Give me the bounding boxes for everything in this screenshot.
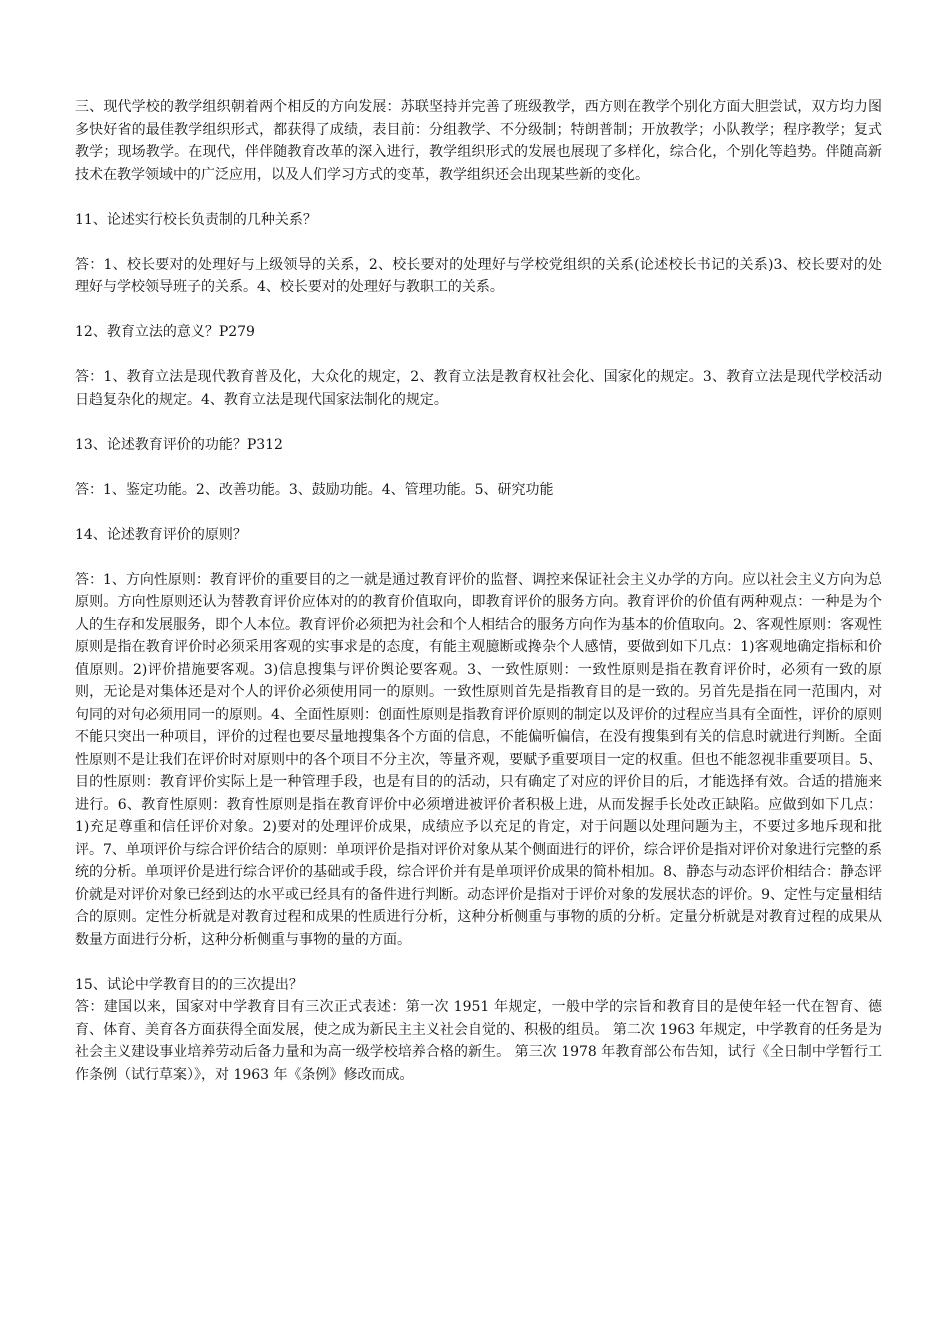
answer-11: 答：1、校长要对的处理好与上级领导的关系，2、校长要对的处理好与学校党组织的关系(论述校长书记的关系)3、校长要对的处理好与学校领导班子的关系。4、校长要对的处理好与教职工的关系。	[75, 256, 882, 295]
question-12: 12、教育立法的意义？P279	[75, 324, 255, 340]
spacer	[75, 951, 882, 974]
spacer	[75, 411, 882, 434]
question-14: 14、论述教育评价的原则？	[75, 526, 247, 543]
spacer	[75, 344, 882, 367]
answer-12: 答：1、教育立法是现代教育普及化，大众化的规定，2、教育立法是教育权社会化、国家化的规定。3、教育立法是现代学校活动日趋复杂化的规定。4、教育立法是现代国家法制化的规定。	[75, 369, 882, 408]
answer-13: 答：1、鉴定功能。2、改善功能。3、鼓励功能。4、管理功能。5、研究功能	[75, 481, 554, 498]
spacer	[75, 456, 882, 479]
question-11: 11、论述实行校长负责制的几种关系？	[75, 211, 317, 228]
document-page	[75, 96, 882, 1086]
spacer	[75, 186, 882, 209]
answer-14: 答：1、方向性原则：教育评价的重要目的之一就是通过教育评价的监督、调控来保证社会主义办学的方向。应以社会主义方向为总原则。方向性原则还认为替教育评价应体对的的教育价值取向，即教育评价的服务方向。教育评价的价值有两种观点：一种是为个人的生存和发展服务，即个人本位。教育评价必须把为社会和个人相结合的服务方向作为基本的价值取向。2、客观性原则：客观性原则是指在教育评价时必须采用客观的实事求是的态度，有能主观臆断或搀杂个人感情，要做到如下几点：1)客观地确定指标和价值原则。2)评价措施要客观。3)信息搜集与评价舆论要客观。3、一致性原则：一致性原则是指在教育评价时，必须有一致的原则，无论是对集体还是对个人的评价必须使用同一的原则。一致性原则首先是指教育目的是一致的。另首先是指在同一范围内，对句同的对句必须用同一的原则。4、全面性原则：创面性原则是指教育评价原则的制定以及评价的过程应当具有全面性，评价的原则不能只突出一种项目，评价的过程也要尽量地搜集各个方面的信息，不能偏听偏信，在没有搜集到有关的信息时就进行判断。全面性原则不是让我们在评价时对原则中的各个项目不分主次，等量齐观，要赋予重要项目一定的权重。但也不能忽视非重要项目。5、目的性原则：教育评价实际上是一种管理手段，也是有目的的活动，只有确定了对应的评价目的后，才能选择有效。合适的措施来进行。6、教育性原则：教育性原则是指在教育评价中必须增进被评价者积极上进，从而发握手长处改正缺陷。应做到如下几点：1)充足尊重和信任评价对象。2)要对的处理评价成果，成绩应予以充足的肯定，对于问题以处理问题为主，不要过多地斥现和批评。7、单项评价与综合评价结合的原则：单项评价是指对评价对象从某个侧面进行的评价，综合评价是指对评价对象进行完整的系统的分析。单项评价是进行综合评价的基础或手段，综合评价并有是单项评价成果的简朴相加。8、静态与动态评价相结合：静态评价就是对评价对象已经到达的水平或已经具有的备件进行判断。动态评价是指对于评价对象的发展状态的评价。9、定性与定量相结合的原则。定性分析就是对教育过程和成果的性质进行分析，这种分析侧重与事物的质的分析。定量分析就是对教育过程的成果从数量方面进行分析，这种分析侧重与事物的量的方面。	[75, 571, 882, 948]
spacer	[75, 231, 882, 254]
answer-15: 答：建国以来，国家对中学教育目有三次正式表述：第一次 1951 年规定，一般中学的宗旨和教育目的是使年轻一代在智育、德育、体育、美育各方面获得全面发展，使之成为新民主主义社会自觉的、积极的组员。 第二次 1963 年规定，中学教育的任务是为社会主义建设事业培养劳动后备力量和为高一级学校培养合格的新生。 第三次 1978 年教育部公布告知，试行《全日制中学暂行工作条例（试行草案）》，对 1963 年《条例》修改而成。	[75, 999, 882, 1083]
question-13: 13、论述教育评价的功能？P312	[75, 436, 283, 453]
paragraph-teaching-organization: 三、现代学校的教学组织朝着两个相反的方向发展：苏联坚持并完善了班级教学，西方则在教学个别化方面大胆尝试，双方均力图多快好省的最佳教学组织形式，都获得了成绩，表目前：分组教学、不分级制；特朗普制；开放教学；小队教学；程序教学；复式教学；现场教学。在现代，伴伴随教育改革的深入进行，教学组织形式的发展也展现了多样化，综合化，个别化等趋势。伴随高新技术在教学领域中的广泛应用，以及人们学习方式的变革，教学组织还会出现某些新的变化。	[75, 99, 882, 183]
spacer	[75, 299, 882, 322]
question-15: 15、试论中学教育目的的三次提出？	[75, 976, 303, 993]
spacer	[75, 501, 882, 524]
spacer	[75, 546, 882, 569]
